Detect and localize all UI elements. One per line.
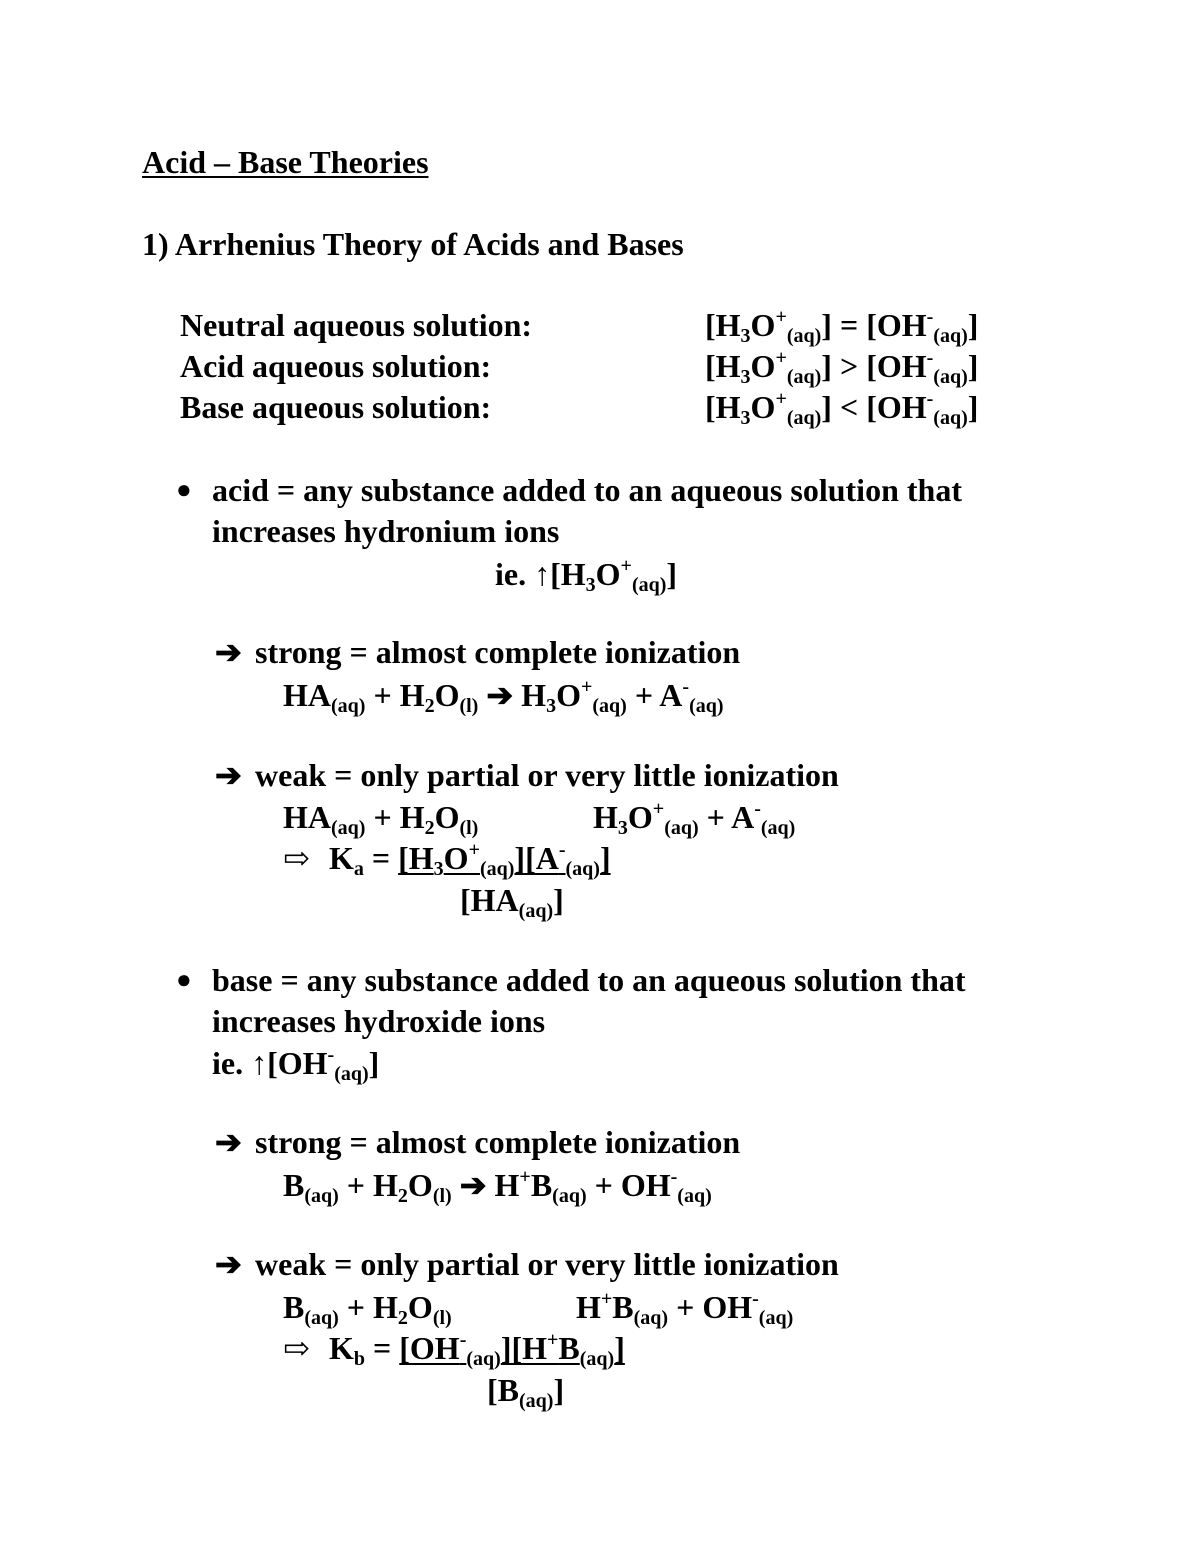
base-weak-heading: ➔ weak = only partial or very little ionization — [215, 1246, 839, 1282]
page-title: Acid – Base Theories — [142, 144, 429, 180]
section-heading-arrhenius: 1) Arrhenius Theory of Acids and Bases — [142, 226, 684, 262]
right-arrow-icon: ➔ — [215, 1124, 242, 1160]
kb-numerator: $[OH^-_{(aq)}][H^+B_{(aq)}]$ — [399, 1329, 625, 1370]
kb-expression: ⇨ $K_b = [OH^-_{(aq)}][H^+B_{(aq)}]$ — [283, 1329, 625, 1370]
acid-weak-equation-reactants: $HA_{(aq)} + H_2O_{(l)}$ — [283, 799, 479, 839]
up-arrow-icon: ↑ — [251, 1045, 268, 1081]
bullet-icon: ● — [176, 475, 192, 504]
base-strong-equation: $B_{(aq)} + H_2O_{(l)}$ ➔ $H^+B_{(aq)} + OH^-_{(aq)}$ — [283, 1166, 712, 1207]
base-definition-line1: base = any substance added to an aqueous solution that — [212, 962, 966, 998]
base-definition-line2: increases hydroxide ions — [212, 1003, 546, 1039]
base-weak-equation-reactants: $B_{(aq)} + H_2O_{(l)}$ — [283, 1289, 452, 1329]
base-strong-heading: ➔ strong = almost complete ionization — [215, 1124, 741, 1160]
acid-ie-formula: ie. $↑[H_3O^+_{(aq)}]$ — [495, 555, 678, 596]
ka-denominator: $[HA_{(aq)}]$ — [460, 882, 564, 922]
bullet-icon: ● — [176, 965, 192, 994]
up-arrow-icon: ↑ — [534, 556, 551, 592]
hollow-right-arrow-icon: ⇨ — [283, 1330, 310, 1366]
right-arrow-icon: ➔ — [215, 1246, 242, 1282]
condition-formula-base: $[H_3O^+_{(aq)}] < [OH^-_{(aq)}]$ — [705, 388, 979, 429]
ka-expression: ⇨ $K_a = [H_3O^+_{(aq)}][A^-_{(aq)}]$ — [283, 839, 611, 880]
condition-label-neutral: Neutral aqueous solution: — [180, 307, 533, 343]
acid-strong-heading: ➔ strong = almost complete ionization — [215, 634, 741, 670]
acid-definition-line2: increases hydronium ions — [212, 513, 560, 549]
ka-numerator: $[H_3O^+_{(aq)}][A^-_{(aq)}]$ — [398, 839, 611, 880]
hollow-right-arrow-icon: ⇨ — [283, 840, 310, 876]
acid-definition-line1: acid = any substance added to an aqueous solution that — [212, 472, 962, 508]
acid-weak-heading: ➔ weak = only partial or very little ionization — [215, 757, 839, 793]
condition-label-base: Base aqueous solution: — [180, 389, 492, 425]
kb-denominator: $[B_{(aq)}]$ — [487, 1372, 565, 1412]
condition-label-acid: Acid aqueous solution: — [180, 348, 492, 384]
right-arrow-icon: ➔ — [215, 757, 242, 793]
right-arrow-icon: ➔ — [459, 1167, 487, 1203]
right-arrow-icon: ➔ — [215, 634, 242, 670]
right-arrow-icon: ➔ — [486, 677, 514, 713]
acid-weak-equation-products: $H_3O^+_{(aq)} + A^-_{(aq)}$ — [593, 798, 796, 839]
base-ie-formula: ie. $↑[OH^-_{(aq)}]$ — [212, 1044, 380, 1085]
acid-strong-equation: $HA_{(aq)} + H_2O_{(l)}$ ➔ $H_3O^+_{(aq)} + A^-_{(aq)}$ — [283, 676, 724, 717]
condition-formula-acid: $[H_3O^+_{(aq)}] > [OH^-_{(aq)}]$ — [705, 347, 979, 388]
condition-formula-neutral: $[H_3O^+_{(aq)}] = [OH^-_{(aq)}]$ — [705, 306, 979, 347]
base-weak-equation-products: $H^+B_{(aq)} + OH^-_{(aq)}$ — [576, 1288, 794, 1329]
